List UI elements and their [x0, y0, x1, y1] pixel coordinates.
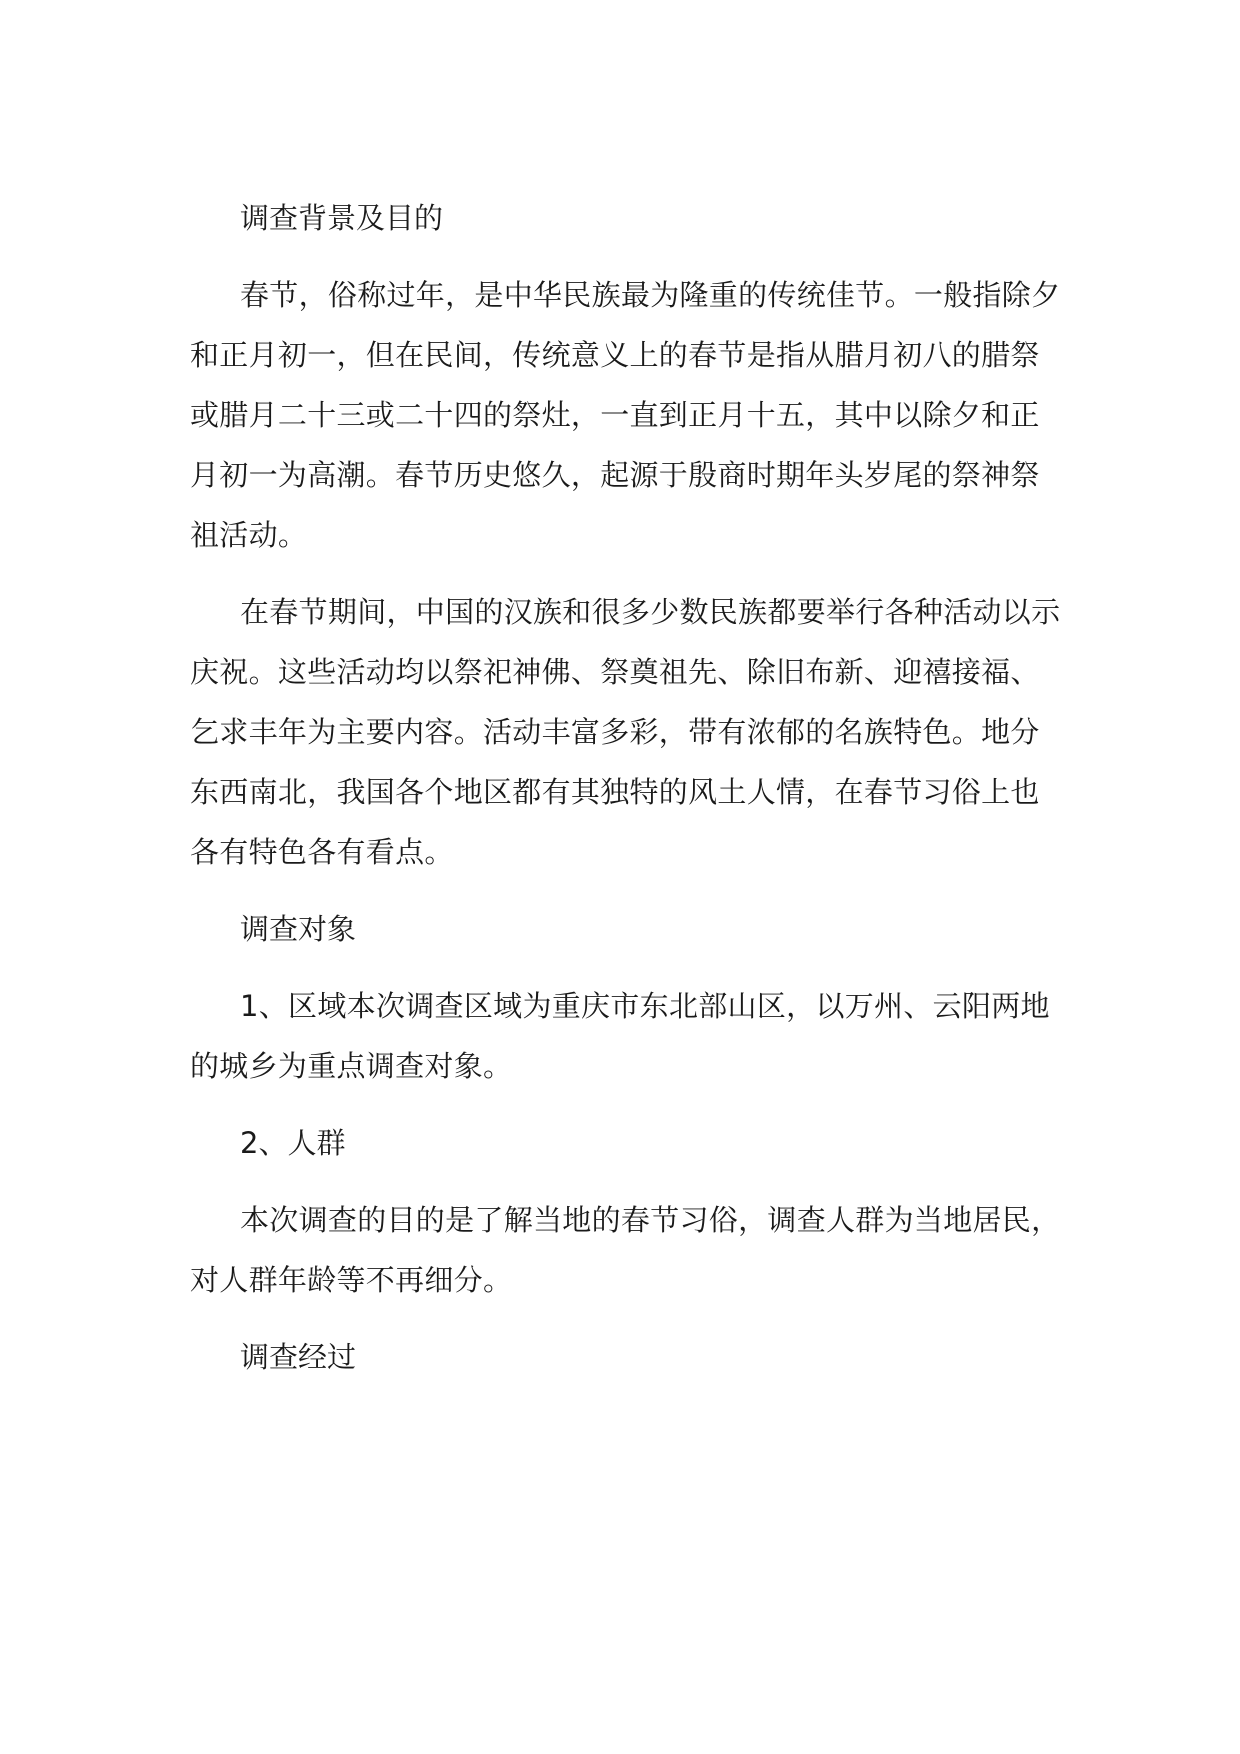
paragraph-subject-item-2: 本次调查的目的是了解当地的春节习俗，调查人群为当地居民，对人群年龄等不再细分。 — [190, 1203, 1061, 1297]
paragraph-subject-item-1: 1、区域本次调查区域为重庆市东北部山区，以万州、云阳两地的城乡为重点调查对象。 — [190, 989, 1050, 1083]
section-heading-process: 调查经过 — [240, 1340, 357, 1374]
paragraph-background-2: 在春节期间，中国的汉族和很多少数民族都要举行各种活动以示庆祝。这些活动均以祭祀神佛、祭奠祖先、除旧布新、迎禧接福、乞求丰年为主要内容。活动丰富多彩，带有浓郁的名族特色。地分东西南北，我国各个地区都有其独特的风土人情，在春节习俗上也各有特色各有看点。 — [190, 595, 1061, 869]
section-heading-background: 调查背景及目的 — [240, 201, 444, 235]
section-heading-subject: 调查对象 — [240, 912, 357, 946]
document-page — [190, 188, 1062, 1387]
paragraph-background-1: 春节，俗称过年，是中华民族最为隆重的传统佳节。一般指除夕和正月初一，但在民间，传统意义上的春节是指从腊月初八的腊祭或腊月二十三或二十四的祭灶，一直到正月十五，其中以除夕和正月初一为高潮。春节历史悠久，起源于殷商时期年头岁尾的祭神祭祖活动。 — [190, 278, 1061, 552]
subheading-subject-item-2: 2、人群 — [240, 1126, 346, 1160]
